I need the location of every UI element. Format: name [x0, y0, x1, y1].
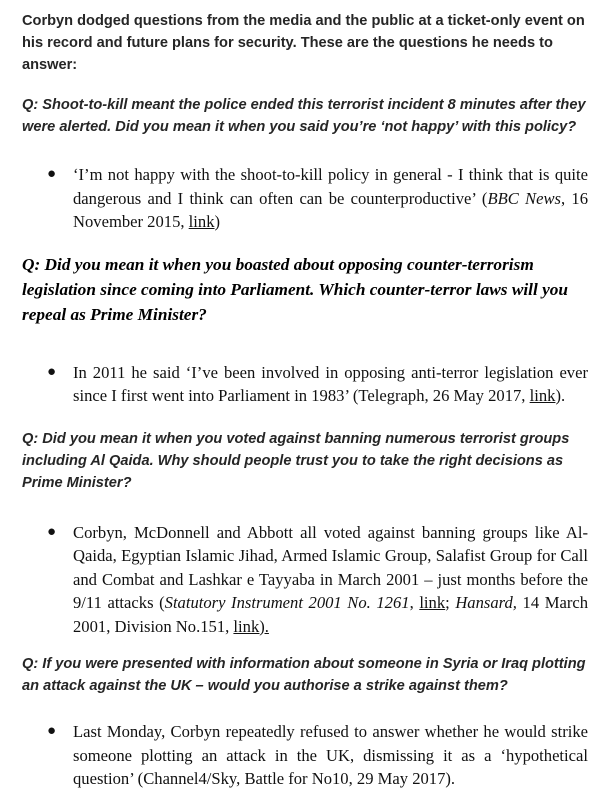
source-statutory-instrument: Statutory Instrument 2001 No. 1261 — [164, 593, 410, 612]
link-statutory-instrument[interactable]: link — [419, 593, 446, 612]
bullet-icon: ● — [47, 523, 57, 540]
link-bbc[interactable]: link — [188, 212, 215, 231]
question-3: Q: Did you mean it when you voted against banning numerous terrorist groups including Al Qaida. Why should people trust you to take the right decisions as Prime Minister? — [22, 430, 570, 491]
link-telegraph[interactable]: link — [529, 386, 556, 405]
source-hansard: Hansard, — [455, 593, 517, 612]
link-hansard[interactable]: link). — [233, 616, 269, 636]
question-4: Q: If you were presented with information about someone in Syria or Iraq plotting an attack against the UK – would you authorise a strike against them? — [22, 656, 586, 694]
question-1: Q: Shoot-to-kill meant the police ended this terrorist incident 8 minutes after they were alerted. Did you mean it when you said you’re ‘not happy’ with this policy? — [22, 97, 586, 135]
answer-2: ● In 2011 he said ‘I’ve been involved in opposing anti-terror legislation ever since I first went into Parliament in 1983’ (Telegraph, 26 May 2017, link). — [47, 362, 588, 405]
question-2: Q: Did you mean it when you boasted about opposing counter-terrorism legislation since coming into Parliament. Which counter-terror laws will you repeal as Prime Minister? — [22, 254, 569, 324]
bullet-icon: ● — [47, 363, 57, 380]
bullet-icon: ● — [47, 166, 57, 182]
answer-1: ● ‘I’m not happy with the shoot-to-kill policy in general - I think that is quite dangerous and I think can often can be counterproductive’ (BBC News, 16 November 2015, link) — [47, 165, 588, 231]
intro-paragraph: Corbyn dodged questions from the media and the public at a ticket-only event on his record and future plans for security. These are the questions he needs to answer: — [22, 13, 585, 73]
answer-3: ● Corbyn, McDonnell and Abbott all voted against banning groups like Al-Qaida, Egyptian Islamic Jihad, Armed Islamic Group, Salafist Group for Call and Combat and Lashkar e Tayyaba in March 2001 – just months before the 9/11 attacks (Statutory Instrument 2001 No. 1261, link; Hansard, 14 March 2001, Division No.151, link). — [47, 522, 589, 636]
bullet-icon: ● — [47, 723, 57, 739]
source-bbc-news: BBC News — [487, 188, 561, 208]
answer-4: ● Last Monday, Corbyn repeatedly refused to answer whether he would strike someone plotting an attack in the UK, dismissing it as a ‘hypothetical question’ (Channel4/Sky, Battle for No10, 29 May 2017). — [47, 722, 588, 788]
